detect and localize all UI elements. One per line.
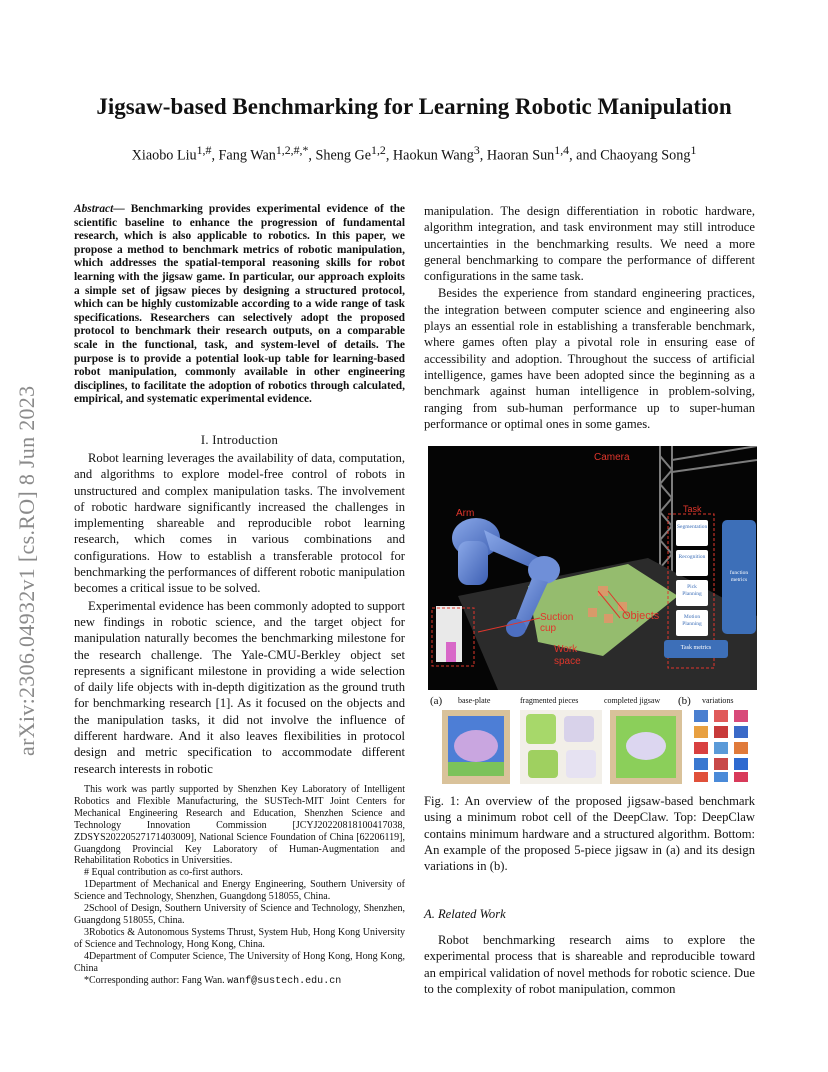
label-task: Task (683, 504, 702, 514)
label-suction-cup: Suction cup (540, 612, 574, 634)
strip-label-base-plate: base-plate (458, 696, 491, 705)
abstract-text: — Benchmarking provides experimental evidence of the scientific baseline to enhance the progression of fundamental research, which is also applicable to robotics. In this paper, we propose a method to benchmark metrics of robotic manipulation, which addresses the spatial-temporal reasoning skills for robot learning with the jigsaw game. In particular, our approach exploits a simple set of jigsaw pieces by designing a structured protocol, which can be highly customizable according to a wide range of task specifications. Researchers can selectively adopt the proposed protocol to benchmark their research outputs, on a comparable scale in the functional, task, and system-level of details. The purpose is to provide a potential look-up table for learning-based robot manipulation, commonly available in other engineering disciplines, to facilitate the adoption of robotics through calculated, empirical, and systematic experimental evidence. (74, 203, 405, 406)
task-box-pick-planning: Pick Planning (682, 584, 702, 597)
task-box-motion-planning: Motion Planning (682, 614, 702, 627)
footnote-corresponding: *Corresponding author: Fang Wan. wanf@sustech.edu.cn (84, 974, 342, 987)
email-link[interactable]: wanf@sustech.edu.cn (227, 975, 342, 987)
intro-paragraph-1: Robot learning leverages the availability of data, computation, and algorithms to explore model-free control of robots in unstructured and complex manipulation tasks. The involvement of robotic hardware significantly increased the challenges in implementing shareable and reproducible robot learning research, which comes in various combinations and configurations. How to establish a transferable protocol for benchmarking the performances of different robotic manipulation becomes a critical issue to be solved. (74, 451, 405, 596)
label-arm: Arm (456, 508, 475, 519)
footnote-equal-contribution: # Equal contribution as co-first authors. (84, 867, 243, 879)
arxiv-identifier: arXiv:2306.04932v1 [cs.RO] 8 Jun 2023 (14, 385, 39, 756)
subfigure-b-label: (b) (678, 695, 691, 707)
jigsaw-strip (428, 692, 757, 788)
footnote-affiliation-2: 2School of Design, Southern University of Science and Technology, Shenzhen, Guangdong 518055, China. (74, 903, 405, 926)
paragraph-games: Besides the experience from standard engineering practices, the integration between computer science and engineering also plays an essential role in establishing a transferable benchmark, where games often play a pivotal role in ensuring ease of accessibility and adoption. Throughout the success of artificial intelligence, games have been adopted since the beginning as a benchmark against human intelligence in problem-solving, ranging from sub-human performance up to super-human performance or optimal ones in some games. (424, 286, 755, 431)
variation-tiles (694, 710, 748, 782)
function-metrics-label: function metrics (729, 570, 749, 583)
right-column-text (424, 203, 755, 432)
figure-caption: Fig. 1: An overview of the proposed jigsaw-based benchmark using a minimum robot cell of the DeepClaw. Top: DeepClaw contains minimum hardware and a structured algorithm. Bottom: An example of the proposed 5-piece jigsaw in (a) and its design variations in (b). (424, 794, 755, 874)
section-heading-introduction: I. Introduction (200, 433, 279, 447)
label-camera: Camera (594, 452, 630, 463)
continued-paragraph: manipulation. The design differentiation in robotic hardware, algorithm integration, and task environment may still introduce uncertainties in the benchmarking results. We need a more general benchmarking to compare the performance of different configurations in the same task. (424, 204, 755, 284)
abstract-label: Abstract (74, 203, 114, 215)
jigsaw-images (442, 710, 757, 786)
author-list: Xiaobo Liu$^{1,\#}$, Fang Wan$^{1,2,\#,*}$, Sheng Ge$^{1,2}$, Haokun Wang$^3$, Haoran Sun$^{1,4}$, and Chaoyang Song$^1$ (131, 143, 697, 164)
subfigure-a-label: (a) (430, 695, 443, 707)
footnotes (74, 784, 405, 987)
label-workspace: Work space (554, 644, 581, 667)
paper-title: Jigsaw-based Benchmarking for Learning Robotic Manipulation (96, 94, 732, 119)
robot-cell-photo (428, 446, 757, 690)
related-work-body (424, 932, 755, 997)
related-paragraph-1: Robot benchmarking research aims to explore the experimental process that is shareable and reproducible toward an empirical validation of novel methods for robotic science. Due to the complexity of robot manipulation, common (424, 933, 755, 996)
footnote-funding: This work was partly supported by Shenzhen Key Laboratory of Intelligent Robotics and Flexible Manufacturing, the SUSTech-MIT Joint Centers for Mechanical Engineering Research and Education, Shenzhen Science and Technology Innovation Commission [JCYJ20220818100417038, ZDSYS20220527171403009], National Science Foundation of China [62206119], Guangdong Provincial Key Laboratory of Human-Augmentation and Rehabilitation Robotics in Universities. (74, 784, 405, 867)
strip-label-fragmented: fragmented pieces (520, 696, 579, 705)
strip-label-completed: completed jigsaw (604, 696, 661, 705)
label-objects: Objects (622, 610, 660, 622)
subsection-heading-related-work: A. Related Work (424, 907, 506, 921)
strip-label-variations: variations (702, 696, 734, 705)
footnote-affiliation-4: 4Department of Computer Science, The University of Hong Kong, Hong Kong, China (74, 950, 405, 974)
introduction-body (74, 450, 405, 777)
task-box-recognition: Recognition (678, 554, 706, 560)
intro-paragraph-2: Experimental evidence has been commonly adopted to support new findings in robotic science, and the target object for manipulation naturally becomes the benchmarking milestone for the research challenge. The Yale-CMU-Berkley object set represents a significant milestone in providing a wide selection of daily life objects with in-depth digitization as the ground truth for benchmarking research [1]. As it focused on the objects and the manipulation tasks, it did not involve the influence of different hardware. And it also leaves flexibilities in protocol design and metric specification to accommodate different research interests in robotic (74, 598, 405, 776)
abstract (74, 203, 405, 407)
footnote-affiliation-1: 1Department of Mechanical and Energy Engineering, Southern University of Science and Technology, Shenzhen, Guangdong 518055, China. (74, 879, 405, 903)
footnote-affiliation-3: 3Robotics & Autonomous Systems Thrust, System Hub, Hong Kong University of Science and Technology, Hong Kong, China. (74, 926, 405, 950)
figure-1 (428, 446, 757, 788)
task-box-segmentation: Segmentation (677, 524, 708, 530)
task-metrics-label: Task metrics (680, 645, 712, 651)
